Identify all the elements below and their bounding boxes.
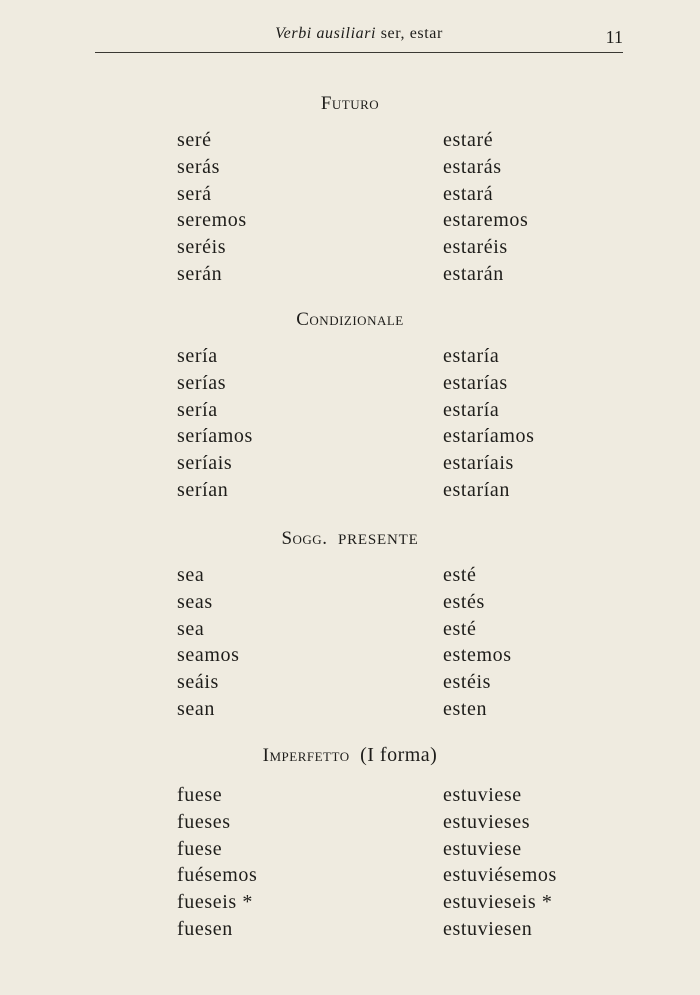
ser-form: fuese	[177, 784, 223, 806]
conjugation-row	[0, 154, 700, 181]
ser-form: sería	[177, 345, 218, 367]
section-title: Sogg. PRESENTE	[281, 528, 419, 549]
conjugation-rows	[0, 562, 700, 723]
conjugation-row	[0, 836, 700, 863]
estar-form: estaríamos	[443, 425, 535, 448]
estar-form: estuviésemos	[443, 864, 557, 887]
estar-form: estaría	[443, 345, 500, 367]
ser-form: seas	[177, 590, 213, 613]
section-title: Futuro	[320, 93, 380, 114]
estar-form: estaréis	[443, 236, 508, 259]
estar-form: estuviese	[443, 784, 522, 806]
estar-form: estaría	[443, 398, 500, 421]
estar-form: esté	[443, 617, 477, 640]
estar-form: estemos	[443, 644, 512, 667]
conjugation-row	[0, 261, 700, 288]
conjugation-rows	[0, 127, 700, 288]
conjugation-rows	[0, 343, 700, 504]
ser-form: seremos	[177, 209, 247, 232]
section-condizionale	[0, 309, 700, 504]
estar-form: estarías	[443, 371, 508, 394]
section-title: Imperfetto (I forma)	[262, 744, 438, 766]
ser-form: fuese	[177, 837, 223, 860]
ser-form: seré	[177, 129, 212, 151]
conjugation-row	[0, 669, 700, 696]
conjugation-row	[0, 450, 700, 477]
header-title-rest: ser, estar	[380, 25, 443, 42]
section-title: Condizionale	[296, 309, 404, 330]
page-number: 11	[605, 27, 623, 47]
conjugation-row	[0, 207, 700, 234]
header-title-italic: Verbi ausiliari	[275, 25, 377, 42]
conjugation-row	[0, 343, 700, 370]
conjugation-row	[0, 370, 700, 397]
estar-form: estéis	[443, 671, 492, 694]
estar-form: estuvieses	[443, 810, 531, 833]
conjugation-row	[0, 477, 700, 504]
conjugation-row	[0, 616, 700, 643]
conjugation-row	[0, 234, 700, 261]
estar-form: esten	[443, 697, 488, 720]
ser-form: fuesen	[177, 917, 233, 940]
estar-form: estaremos	[443, 209, 529, 232]
conjugation-row	[0, 862, 700, 889]
estar-form: estés	[443, 590, 485, 613]
section-imperfetto	[0, 744, 700, 943]
estar-form: estarían	[443, 478, 510, 501]
ser-form: serás	[177, 155, 220, 178]
ser-form: seamos	[177, 644, 240, 667]
ser-form: seríais	[177, 452, 233, 475]
ser-form: será	[177, 182, 212, 205]
estar-form: estuviese	[443, 837, 522, 860]
estar-form: estuvieseis *	[443, 891, 553, 914]
estar-form: estaríais	[443, 452, 514, 475]
ser-form: fueses	[177, 810, 231, 833]
estar-form: estuviesen	[443, 917, 533, 940]
conjugation-row	[0, 562, 700, 589]
running-header	[95, 24, 623, 53]
estar-form: estará	[443, 182, 494, 205]
conjugation-row	[0, 889, 700, 916]
ser-form: serían	[177, 478, 229, 501]
ser-form: fueseis *	[177, 891, 253, 914]
estar-form: esté	[443, 564, 477, 586]
estar-form: estaré	[443, 129, 494, 151]
ser-form: serías	[177, 371, 227, 394]
ser-form: seáis	[177, 671, 219, 694]
section-futuro	[0, 93, 700, 288]
ser-form: sería	[177, 398, 218, 421]
ser-form: seréis	[177, 236, 227, 259]
header-title	[95, 25, 623, 43]
conjugation-row	[0, 423, 700, 450]
conjugation-row	[0, 181, 700, 208]
ser-form: serán	[177, 262, 223, 285]
conjugation-row	[0, 782, 700, 809]
ser-form: fuésemos	[177, 864, 258, 887]
ser-form: seríamos	[177, 425, 253, 448]
ser-form: sea	[177, 564, 205, 586]
conjugation-row	[0, 589, 700, 616]
conjugation-row	[0, 809, 700, 836]
conjugation-row	[0, 127, 700, 154]
conjugation-row	[0, 696, 700, 723]
section-soggiuntivo-presente	[0, 528, 700, 723]
conjugation-row	[0, 642, 700, 669]
ser-form: sea	[177, 617, 205, 640]
conjugation-row	[0, 916, 700, 943]
estar-form: estarás	[443, 155, 502, 178]
estar-form: estarán	[443, 262, 504, 285]
ser-form: sean	[177, 697, 215, 720]
conjugation-row	[0, 397, 700, 424]
conjugation-rows	[0, 782, 700, 943]
